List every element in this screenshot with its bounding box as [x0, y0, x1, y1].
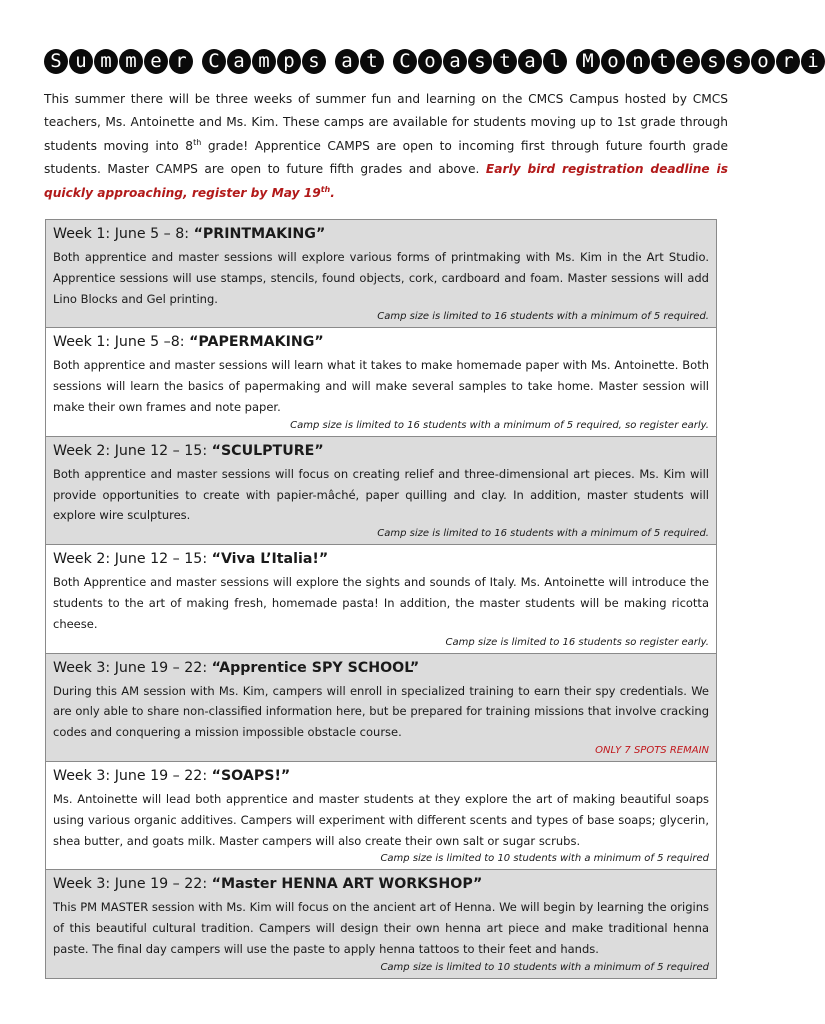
intro-text-1: This summer there will be three weeks of summer fun and learning on the CMCS Campus hosted by CMCS teachers, Ms. Antoinette and Ms. Kim. These camps are available for students moving up to 1st grade through students moving into 8: [44, 92, 728, 153]
camp-title: “Master HENNA ART WORKSHOP”: [211, 876, 483, 893]
title-letter: a: [443, 49, 467, 74]
camp-size-note: Camp size is limited to 16 students so register early.: [445, 636, 709, 648]
camp-row-soaps: [46, 761, 716, 869]
camp-week: Week 3: June 19 – 22:: [53, 659, 208, 676]
camp-description: Both apprentice and master sessions will focus on creating relief and three-dimensional art pieces. Ms. Kim will provide opportunities to create with papier-mâché, paper quilling and clay. In addition, master students will explore wire sculptures.: [53, 466, 709, 523]
title-letter: t: [360, 49, 384, 74]
camp-description: Both apprentice and master sessions will explore various forms of printmaking with Ms. Kim in the Art Studio. Apprentice sessions will use stamps, stencils, found objects, cork, cardboard and foam. Master sessions will add Lino Blocks and Gel printing.: [53, 250, 709, 306]
camp-heading: [53, 872, 709, 896]
title-letter: t: [493, 49, 517, 74]
title-word-camps: [202, 49, 326, 74]
camp-size-note: Camp size is limited to 10 students with a minimum of 5 required: [380, 853, 709, 865]
title-letter: a: [518, 49, 542, 74]
deadline-ordinal: th: [320, 184, 331, 194]
intro-text-2: grade! Apprentice CAMPS are open to incoming first through future fourth grade students. Master CAMPS are open to future fifth grades and above.: [44, 138, 728, 177]
page-title: [44, 46, 825, 76]
title-letter: o: [601, 49, 625, 74]
camp-description: During this AM session with Ms. Kim, campers will enroll in specialized training to earn their spy credentials. We are only able to share non-classified information here, but be prepared for training missions that involve cracking codes and conquering a mission impossible obstacle course.: [53, 683, 709, 740]
camp-heading: [53, 547, 709, 571]
camp-size-note: Camp size is limited to 16 students with a minimum of 5 required, so register early.: [290, 419, 709, 431]
title-letter: C: [202, 49, 226, 74]
title-letter: S: [44, 49, 68, 74]
title-letter: a: [227, 49, 251, 74]
camp-size-note: Camp size is limited to 10 students with a minimum of 5 required: [380, 961, 709, 973]
camp-description: Both Apprentice and master sessions will explore the sights and sounds of Italy. Ms. Antoinette will introduce the students to the art of making fresh, homemade pasta! In addition, the master students will be making ricotta cheese.: [53, 575, 709, 631]
camp-week: Week 1: June 5 – 8:: [53, 226, 190, 242]
camp-description: Both apprentice and master sessions will learn what it takes to make homemade paper with Ms. Antoinette. Both sessions will learn the basics of papermaking and will make several samples to take home. Master session will make their own frames and note paper.: [53, 358, 709, 414]
title-letter: m: [119, 49, 143, 74]
camp-row-printmaking: [46, 220, 716, 327]
title-letter: t: [651, 49, 675, 74]
camps-table: [45, 219, 717, 979]
camp-week: Week 3: June 19 – 22:: [53, 767, 208, 784]
camp-heading: [53, 439, 709, 463]
title-letter: r: [776, 49, 800, 74]
camp-title: “SOAPS!”: [211, 767, 291, 784]
camp-title: “PAPERMAKING”: [189, 334, 324, 351]
camp-size-note: Camp size is limited to 16 students with a minimum of 5 required.: [377, 311, 709, 323]
spots-remaining-note: ONLY 7 SPOTS REMAIN: [595, 744, 709, 756]
intro-ordinal-1: th: [193, 137, 202, 147]
title-letter: e: [144, 49, 168, 74]
deadline-text: Early bird registration deadline is quickly approaching, register by May 19: [44, 162, 728, 200]
camp-row-sculpture: [46, 436, 716, 544]
title-letter: r: [169, 49, 193, 74]
camp-week: Week 2: June 12 – 15:: [53, 551, 208, 568]
camp-description: This PM MASTER session with Ms. Kim will focus on the ancient art of Henna. We will begin by learning the origins of this beautiful cultural tradition. Campers will design their own henna art piece and make traditional henna paste. The final day campers will use the paste to apply henna tattoos to their feet and hands.: [53, 900, 709, 956]
camp-heading: [53, 330, 709, 354]
title-letter: C: [393, 49, 417, 74]
title-letter: s: [468, 49, 492, 74]
title-word-summer: [44, 49, 193, 74]
camp-week: Week 1: June 5 –8:: [53, 334, 185, 351]
title-word-montessori: [576, 49, 825, 74]
title-letter: n: [626, 49, 650, 74]
camp-description: Ms. Antoinette will lead both apprentice and master students at they explore the art of making beautiful soaps using various organic additives. Campers will experiment with different scents and types of base soaps; glycerin, shea butter, and goats milk. Master campers will also create their own salt or sugar scrubs.: [53, 791, 709, 848]
title-word-at: [335, 49, 384, 74]
title-letter: a: [335, 49, 359, 74]
title-letter: p: [277, 49, 301, 74]
title-letter: l: [543, 49, 567, 74]
title-word-coastal: [393, 49, 567, 74]
title-letter: e: [676, 49, 700, 74]
camp-title: “Viva L’Italia!”: [211, 551, 329, 568]
title-letter: s: [701, 49, 725, 74]
camp-title: “SCULPTURE”: [211, 442, 324, 459]
camp-title: “PRINTMAKING”: [193, 226, 326, 242]
title-letter: s: [302, 49, 326, 74]
camp-title: “Apprentice SPY SCHOOL”: [211, 659, 420, 676]
title-letter: M: [576, 49, 600, 74]
title-letter: m: [94, 49, 118, 74]
camp-size-note: Camp size is limited to 16 students with a minimum of 5 required.: [377, 528, 709, 540]
title-letter: i: [801, 49, 825, 74]
camp-heading: [53, 222, 709, 246]
title-letter: s: [726, 49, 750, 74]
camp-row-viva-italia: [46, 544, 716, 652]
camp-heading: [53, 656, 709, 680]
title-letter: o: [751, 49, 775, 74]
deadline-period: .: [330, 185, 335, 200]
title-letter: m: [252, 49, 276, 74]
title-letter: u: [69, 49, 93, 74]
camp-heading: [53, 764, 709, 788]
title-letter: o: [418, 49, 442, 74]
camp-row-spy-school: [46, 653, 716, 761]
camp-row-papermaking: [46, 327, 716, 435]
camp-row-henna: [46, 869, 716, 977]
camp-week: Week 3: June 19 – 22:: [53, 876, 208, 893]
intro-paragraph: [44, 88, 728, 205]
camp-week: Week 2: June 12 – 15:: [53, 442, 208, 459]
